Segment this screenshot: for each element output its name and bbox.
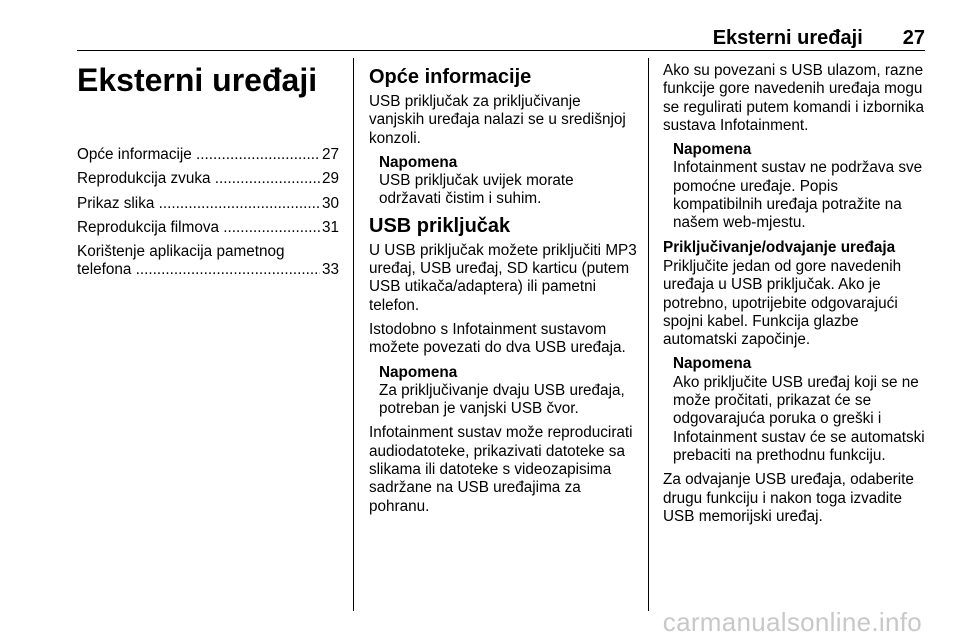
toc-item-audio[interactable]: [77, 170, 339, 188]
column-toc: [77, 62, 339, 286]
note-box: [663, 141, 931, 232]
toc-item-page: 33: [321, 261, 339, 279]
note-title: Napomena: [673, 141, 752, 159]
note-title: Napomena: [379, 363, 458, 381]
subheading-connect-disconnect: Priključivanje/odvajanje uređaja: [663, 238, 896, 256]
toc-item-label-line2: telefona .....: [77, 261, 320, 279]
paragraph: Istodobno s Infotainment sustavom možete povezati do dva USB uređaja.: [369, 320, 626, 357]
section-heading-usb: USB priključak: [369, 214, 511, 237]
watermark: carmanualsonline.info: [662, 607, 922, 637]
running-header: [77, 27, 925, 49]
note-box: [369, 154, 637, 209]
note-text: Za priključivanje dvaju USB uređaja, potreban je vanjski USB čvor.: [379, 381, 625, 418]
toc-item-pictures[interactable]: [77, 195, 339, 213]
note-title: Napomena: [379, 153, 458, 171]
toc-item-smartphone-apps[interactable]: [77, 243, 339, 280]
toc-item-movies[interactable]: [77, 219, 339, 237]
running-header-title: Eksterni uređaji: [712, 27, 863, 49]
chapter-title: Eksterni uređaji: [77, 62, 318, 98]
toc-item-page: 30: [321, 194, 339, 212]
note-text: USB priključak uvijek morate održavati čistim i suhim.: [379, 172, 574, 208]
paragraph: Ako su povezani s USB ulazom, razne funkcije gore navedenih uređaja mogu se regulirati putem komandi i izbornika sustava Infotainment.: [663, 62, 925, 134]
paragraph: Za odvajanje USB uređaja, odaberite drugu funkciju i nakon toga izvadite USB memorijski uređaj.: [663, 471, 914, 525]
toc-item-general[interactable]: [77, 146, 339, 164]
toc-item-label: Reprodukcija filmova .....: [77, 219, 320, 237]
note-box: [369, 364, 637, 419]
paragraph: Priključite jedan od gore navedenih uređaja u USB priključak. Ako je potrebno, upotrijebite odgovarajući spojni kabel. Funkcija glazbe automatski započinje.: [663, 257, 902, 349]
column-divider-left: [353, 58, 354, 611]
toc-item-label: [77, 243, 320, 280]
note-text: Infotainment sustav ne podržava sve pomoćne uređaje. Popis kompatibilnih uređaja potražite na našem web-mjestu.: [673, 159, 923, 232]
note-text: Ako priključite USB uređaj koji se ne može pročitati, prikazat će se odgovarajuća poruka o greški i Infotainment sustav će se automatski prebaciti na prethodnu funkciju.: [673, 373, 925, 464]
toc-item-label-line1: Korištenje aplikacija pametnog: [77, 243, 285, 261]
note-title: Napomena: [673, 355, 752, 373]
toc-item-label: Prikaz slika .....: [77, 195, 320, 213]
paragraph: USB priključak za priključivanje vanjskih uređaja nalazi se u središnjoj konzoli.: [369, 93, 626, 147]
paragraph: U USB priključak možete priključiti MP3 uređaj, USB uređaj, SD karticu (putem USB utikača/adaptera) ili pametni telefon.: [369, 241, 637, 314]
toc-item-page: 29: [321, 170, 339, 188]
toc-item-label: Reprodukcija zvuka .....: [77, 170, 320, 188]
column-right: [663, 62, 931, 532]
note-box: [663, 355, 931, 465]
column-divider-right: [648, 58, 649, 611]
toc-item-page: 31: [321, 218, 339, 236]
header-rule: [77, 50, 925, 51]
page-number: 27: [902, 27, 925, 49]
column-middle: [369, 62, 637, 522]
toc-item-label: Opće informacije .....: [77, 146, 320, 164]
toc-item-page: 27: [321, 146, 339, 163]
paragraph: Infotainment sustav može reproducirati audiodatoteke, prikazivati datoteke sa slikama ili datoteke s videozapisima sadržane na USB uređajima za pohranu.: [369, 424, 633, 515]
section-heading-general: Opće informacije: [369, 66, 532, 88]
